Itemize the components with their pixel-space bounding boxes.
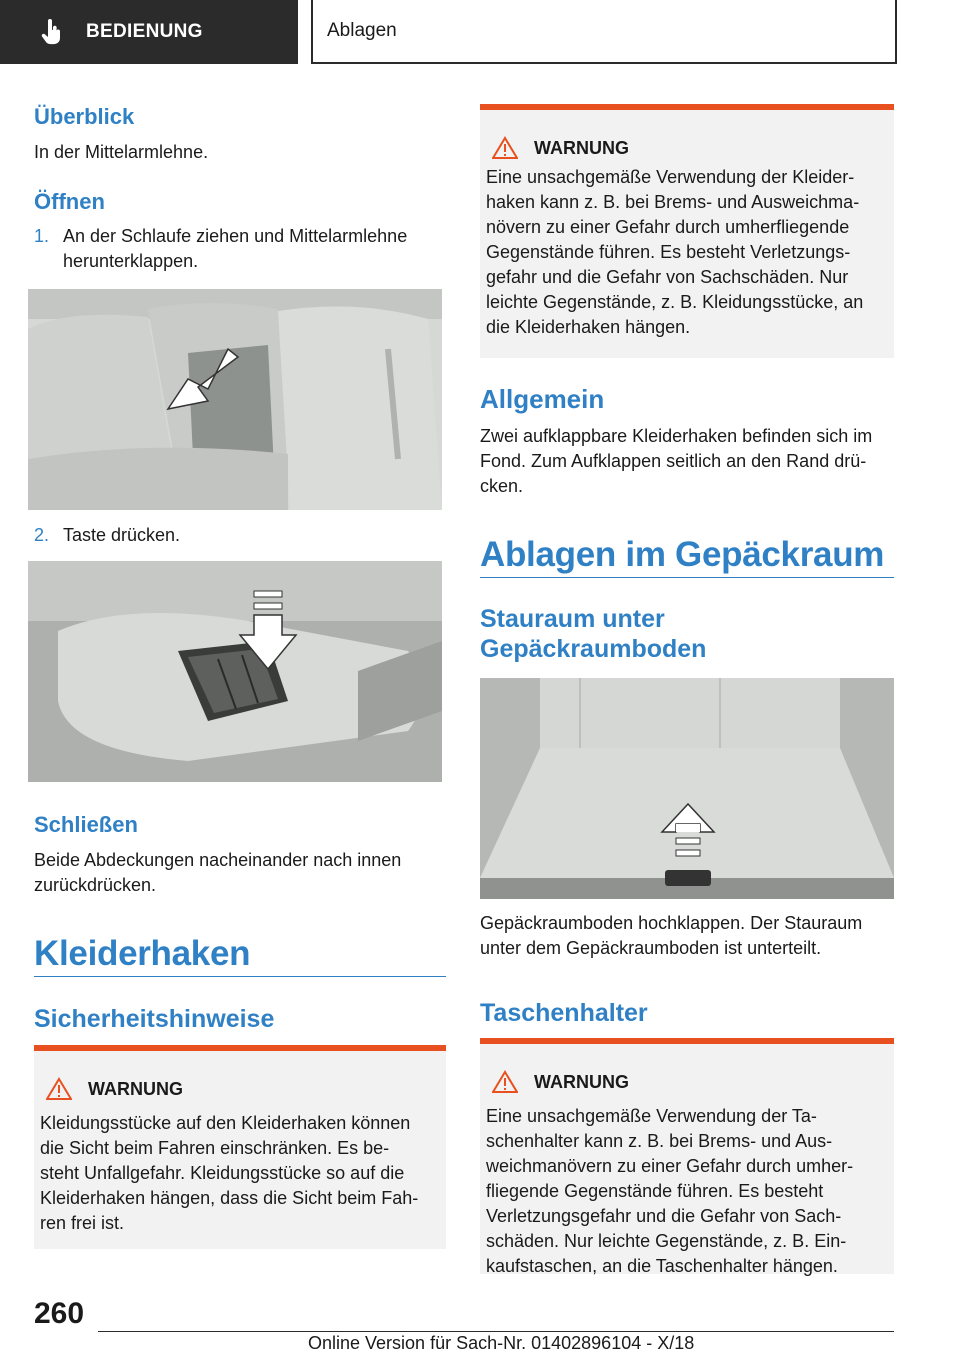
step-1-text: An der Schlaufe ziehen und Mittelarmlehne herunterklappen. xyxy=(63,226,408,271)
warning-title: WARNUNG xyxy=(46,1077,183,1101)
section-title: Ablagen xyxy=(327,20,397,41)
chapter-label: BEDIENUNG xyxy=(86,21,203,42)
warning-text: Eine unsachgemäße Verwendung der Ta- schenhalter kann z. B. bei Brems- und Aus- weichmanövern zu einer Gefahr durch umher- fliegende Gegenstände führen. Es besteht Verletzungsgefahr und die Gefahr von Sach- schäden. Nur leichte Gegenstände, z. B. Ein- kaufstaschen, an die Taschenhalter hängen. xyxy=(486,1106,854,1276)
warning-triangle-icon xyxy=(492,1070,518,1094)
heading-ueberblick: Überblick xyxy=(34,104,135,129)
warning-text: Eine unsachgemäße Verwendung der Kleider- haken kann z. B. bei Brems- und Ausweichma- növern zu einer Gefahr durch umherfliegende Gegenstände führen. Es besteht Verletzungs- gefahr und die Gefahr von Sachschäden. Nur leichte Gegenstände, z. B. Kleidungsstücke, an die Kleiderhaken hängen. xyxy=(486,167,864,337)
warning-title: WARNUNG xyxy=(492,1070,629,1094)
step-2-number: 2. xyxy=(34,525,50,545)
heading-taschenhalter: Taschenhalter xyxy=(480,999,648,1027)
warning-box-taschenhalter xyxy=(480,1038,894,1274)
text-ueberblick: In der Mittelarmlehne. xyxy=(34,142,209,162)
text-stauraum: Gepäckraumboden hochklappen. Der Stauraum unter dem Gepäckraumboden ist unterteilt. xyxy=(480,913,863,958)
heading-schliessen: Schließen xyxy=(34,812,138,837)
footer-online-version: Online Version für Sach-Nr. 01402896104 - X/18 xyxy=(308,1333,695,1353)
warning-triangle-icon xyxy=(46,1077,72,1101)
warning-box-kleidung xyxy=(34,1045,446,1249)
step-2 xyxy=(34,523,446,548)
warning-triangle-icon xyxy=(492,136,518,160)
hand-pointer-icon xyxy=(40,19,64,45)
heading-ablagen-gepaeckraum: Ablagen im Gepäckraum xyxy=(480,535,885,574)
warning-box-kleiderhaken xyxy=(480,104,894,358)
step-1 xyxy=(34,224,446,274)
warning-title: WARNUNG xyxy=(492,136,629,160)
cargo-floor-image xyxy=(480,678,894,899)
heading-rule xyxy=(34,976,446,977)
armrest-button-image xyxy=(28,561,442,782)
step-1-number: 1. xyxy=(34,226,50,246)
heading-rule xyxy=(480,577,894,578)
heading-stauraum: Stauraum unter Gepäckraumboden xyxy=(480,605,707,663)
armrest-open-image xyxy=(28,289,442,510)
step-2-text: Taste drücken. xyxy=(63,525,181,545)
section-header xyxy=(311,0,897,64)
page-number: 260 xyxy=(34,1297,85,1330)
chapter-tab xyxy=(0,0,298,64)
heading-sicherheitshinweise: Sicherheitshinweise xyxy=(34,1005,275,1033)
warning-text: Kleidungsstücke auf den Kleiderhaken können die Sicht beim Fahren einschränken. Es be- steht Unfallgefahr. Kleidungsstücke so auf die Kleiderhaken hängen, dass die Sicht beim Fah- ren frei ist. xyxy=(40,1113,419,1233)
footer-rule xyxy=(98,1331,894,1332)
text-schliessen: Beide Abdeckungen nacheinander nach innen zurückdrücken. xyxy=(34,850,402,895)
heading-allgemein: Allgemein xyxy=(480,384,605,414)
text-allgemein: Zwei aufklappbare Kleiderhaken befinden sich im Fond. Zum Aufklappen seitlich an den Rand drü- cken. xyxy=(480,426,873,496)
heading-oeffnen: Öffnen xyxy=(34,189,105,214)
heading-kleiderhaken: Kleiderhaken xyxy=(34,934,251,973)
